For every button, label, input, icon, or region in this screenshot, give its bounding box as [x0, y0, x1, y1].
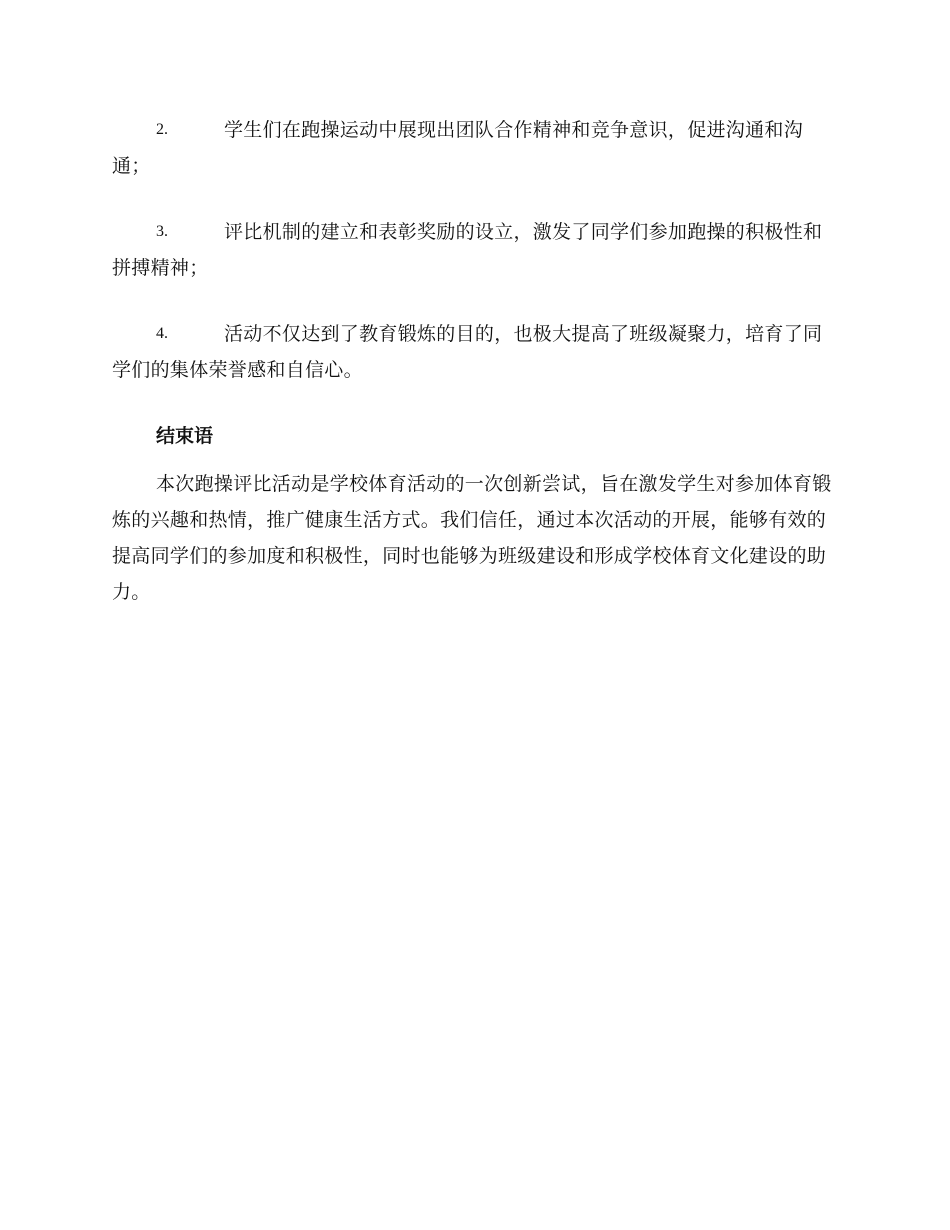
list-item-text: 评比机制的建立和表彰奖励的设立，激发了同学们参加跑操的积极性和拼搏精神； — [112, 221, 823, 279]
list-item — [112, 214, 834, 286]
list-item-text: 活动不仅达到了教育锻炼的目的，也极大提高了班级凝聚力，培育了同学们的集体荣誉感和自信心。 — [112, 323, 823, 381]
conclusion-paragraph: 本次跑操评比活动是学校体育活动的一次创新尝试，旨在激发学生对参加体育锻炼的兴趣和热情，推广健康生活方式。我们信任，通过本次活动的开展，能够有效的提高同学们的参加度和积极性，同时也能够为班级建设和形成学校体育文化建设的助力。 — [112, 473, 832, 603]
list-item — [112, 316, 834, 388]
list-item — [112, 112, 834, 184]
list-item-number: 4. — [156, 325, 168, 342]
list-item-number: 2. — [156, 121, 168, 138]
list-item-number: 3. — [156, 223, 168, 240]
conclusion-heading: 结束语 — [156, 425, 214, 447]
list-item-text: 学生们在跑操运动中展现出团队合作精神和竞争意识，促进沟通和沟通； — [112, 119, 804, 177]
document-body — [112, 112, 834, 610]
